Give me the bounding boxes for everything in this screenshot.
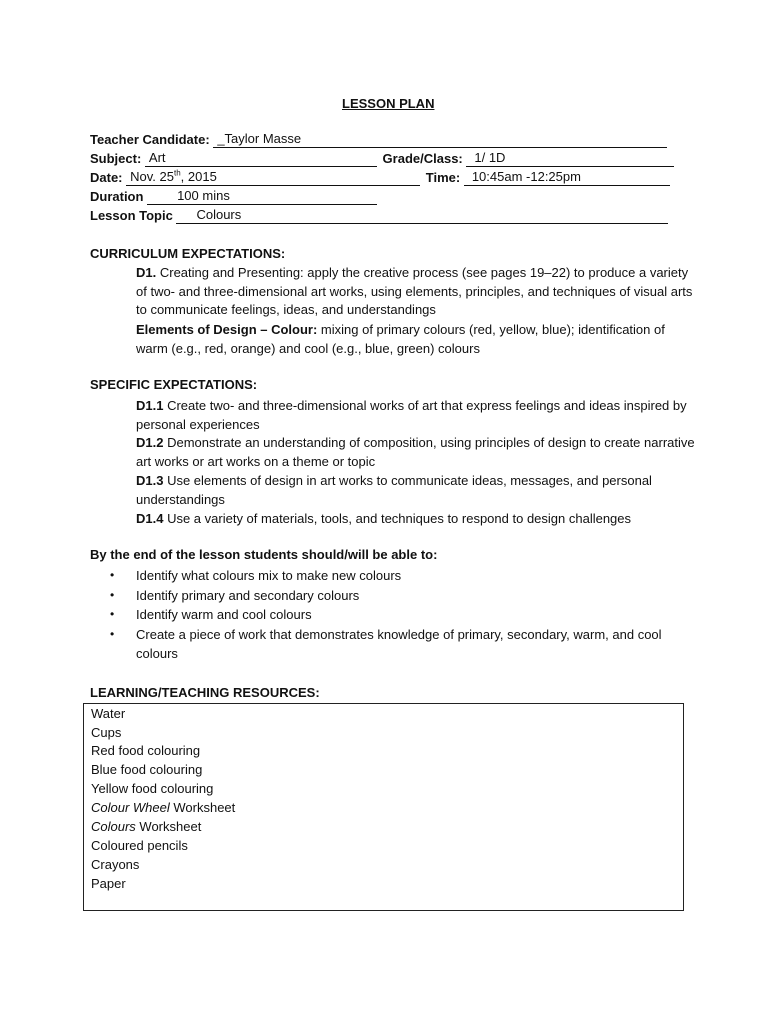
- specific-code: D1.2: [136, 435, 164, 450]
- grade-underline: [466, 150, 674, 167]
- duration-label: Duration: [90, 189, 144, 204]
- list-item: • Create a piece of work that demonstrates knowledge of primary, secondary, warm, and cool colours: [110, 626, 662, 661]
- date-label: Date:: [90, 170, 123, 185]
- duration-field: [90, 188, 377, 206]
- date-value: Nov. 25th, 2015: [130, 168, 217, 184]
- document-title: LESSON PLAN: [342, 96, 435, 111]
- list-item: • Identify what colours mix to make new colours: [110, 566, 681, 586]
- specific-code: D1.1: [136, 398, 164, 413]
- resource-item: Yellow food colouring: [91, 781, 214, 796]
- time-label: Time:: [425, 170, 461, 185]
- teacher-underline: [213, 131, 667, 148]
- specific-item: [136, 397, 696, 434]
- resource-item: Cups: [91, 724, 122, 740]
- grade-value: 1/ 1D: [474, 150, 506, 165]
- time-underline: [464, 169, 670, 186]
- bullet-icon: •: [110, 626, 115, 641]
- resources-heading: LEARNING/TEACHING RESOURCES:: [90, 685, 320, 700]
- elements-label: Elements of Design – Colour:: [136, 322, 318, 337]
- bullet-icon: •: [110, 587, 115, 602]
- resource-item: Coloured pencils: [91, 838, 188, 853]
- curriculum-d1: [136, 264, 696, 320]
- specific-item: [136, 472, 696, 509]
- duration-underline: [147, 188, 377, 205]
- list-item: • Identify warm and cool colours: [110, 605, 681, 625]
- date-underline: [126, 169, 420, 186]
- resource-item: Crayons: [91, 857, 140, 872]
- subject-field: [90, 150, 674, 168]
- date-field: [90, 169, 670, 187]
- teacher-label: Teacher Candidate:: [90, 132, 210, 147]
- resource-item: Paper: [91, 876, 126, 891]
- specific-text: Create two- and three-dimensional works of art that express feelings and ideas inspired by personal experiences: [136, 398, 687, 432]
- grade-label: Grade/Class:: [382, 151, 463, 166]
- resource-item: Colours Worksheet: [91, 819, 202, 834]
- topic-value: Colours: [196, 207, 242, 222]
- topic-label: Lesson Topic: [90, 208, 173, 223]
- specific-text: Use a variety of materials, tools, and techniques to respond to design challenges: [163, 511, 632, 526]
- resource-item: Colour Wheel Worksheet: [91, 800, 236, 815]
- bullet-icon: •: [110, 607, 115, 621]
- specific-heading: SPECIFIC EXPECTATIONS:: [90, 377, 258, 392]
- teacher-field: [90, 131, 667, 149]
- elements-text: mixing of primary colours (red, yellow, blue); identification of warm (e.g., red, orange) and cool (e.g., blue, green) colours: [136, 322, 665, 356]
- d1-code: D1.: [136, 265, 157, 280]
- topic-field: [90, 207, 668, 225]
- resource-item: Blue food colouring: [91, 762, 203, 777]
- resource-item: Water: [91, 706, 126, 721]
- specific-item: [136, 510, 696, 529]
- curriculum-heading: CURRICULUM EXPECTATIONS:: [90, 246, 286, 261]
- outcomes-list: [110, 566, 681, 663]
- outcomes-heading: By the end of the lesson students should/will be able to:: [90, 547, 438, 562]
- specific-text: Demonstrate an understanding of composition, using principles of design to create narrative art works or art works on a theme or topic: [136, 435, 695, 469]
- duration-value: 100 mins: [177, 188, 230, 203]
- topic-underline: [176, 207, 668, 224]
- subject-value: Art: [148, 150, 166, 165]
- time-value: 10:45am -12:25pm: [471, 169, 581, 184]
- specific-code: D1.3: [136, 473, 164, 488]
- list-item: • Identify primary and secondary colours: [110, 586, 681, 606]
- subject-label: Subject:: [90, 151, 142, 166]
- specific-text: Use elements of design in art works to communicate ideas, messages, and personal understandings: [136, 473, 652, 507]
- specific-item: [136, 434, 696, 471]
- d1-text: Creating and Presenting: apply the creative process (see pages 19–22) to produce a variety of two- and three-dimensional art works, using elements, principles, and techniques of visual arts to communicate feelings, ideas, and understandings: [136, 265, 693, 318]
- bullet-icon: •: [110, 568, 115, 582]
- teacher-value: _Taylor Masse: [217, 131, 302, 146]
- resource-item: Red food colouring: [91, 743, 201, 758]
- subject-underline: [145, 150, 377, 167]
- curriculum-elements: [136, 321, 696, 358]
- resources-box: [83, 703, 684, 911]
- specific-code: D1.4: [136, 511, 164, 526]
